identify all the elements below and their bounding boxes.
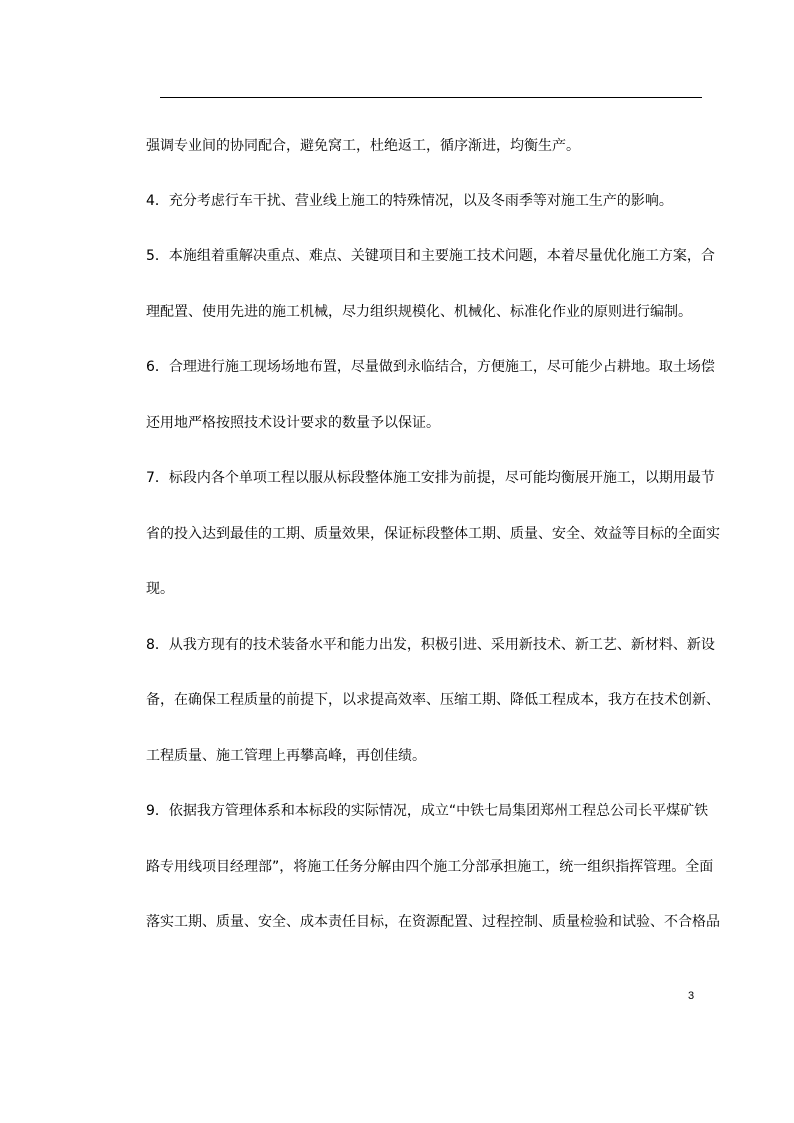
text-line: 强调专业间的协同配合，避免窝工，杜绝返工，循序渐进，均衡生产。	[146, 138, 580, 154]
text-line: 9．依据我方管理体系和本标段的实际情况，成立“中铁七局集团郑州工程总公司长平煤矿铁	[146, 803, 709, 819]
text-line: 备，在确保工程质量的前提下，以求提高效率、压缩工期、降低工程成本，我方在技术创新、	[146, 692, 720, 708]
text-line: 5．本施组着重解决重点、难点、关键项目和主要施工技术问题，本着尽量优化施工方案，合	[146, 248, 715, 264]
text-line: 还用地严格按照技术设计要求的数量予以保证。	[146, 415, 440, 431]
text-line: 现。	[146, 581, 174, 597]
text-line: 理配置、使用先进的施工机械，尽力组织规模化、机械化、标准化作业的原则进行编制。	[146, 304, 692, 320]
text-line: 工程质量、施工管理上再攀高峰，再创佳绩。	[146, 748, 426, 764]
text-line: 落实工期、质量、安全、成本责任目标，在资源配置、过程控制、质量检验和试验、不合格品	[146, 914, 720, 930]
text-line: 路专用线项目经理部”，将施工任务分解由四个施工分部承担施工，统一组织指挥管理。全面	[146, 859, 714, 875]
text-line: 8．从我方现有的技术装备水平和能力出发，积极引进、采用新技术、新工艺、新材料、新设	[146, 637, 715, 653]
header-rule	[160, 97, 702, 98]
text-line: 省的投入达到最佳的工期、质量效果，保证标段整体工期、质量、安全、效益等目标的全面实	[146, 526, 720, 542]
text-line: 6．合理进行施工现场场地布置，尽量做到永临结合，方便施工，尽可能少占耕地。取土场偿	[146, 359, 715, 375]
page-number: 3	[688, 990, 695, 1002]
text-line: 7．标段内各个单项工程以服从标段整体施工安排为前提，尽可能均衡展开施工，以期用最节	[146, 470, 715, 486]
text-line: 4．充分考虑行车干扰、营业线上施工的特殊情况，以及冬雨季等对施工生产的影响。	[146, 193, 673, 209]
